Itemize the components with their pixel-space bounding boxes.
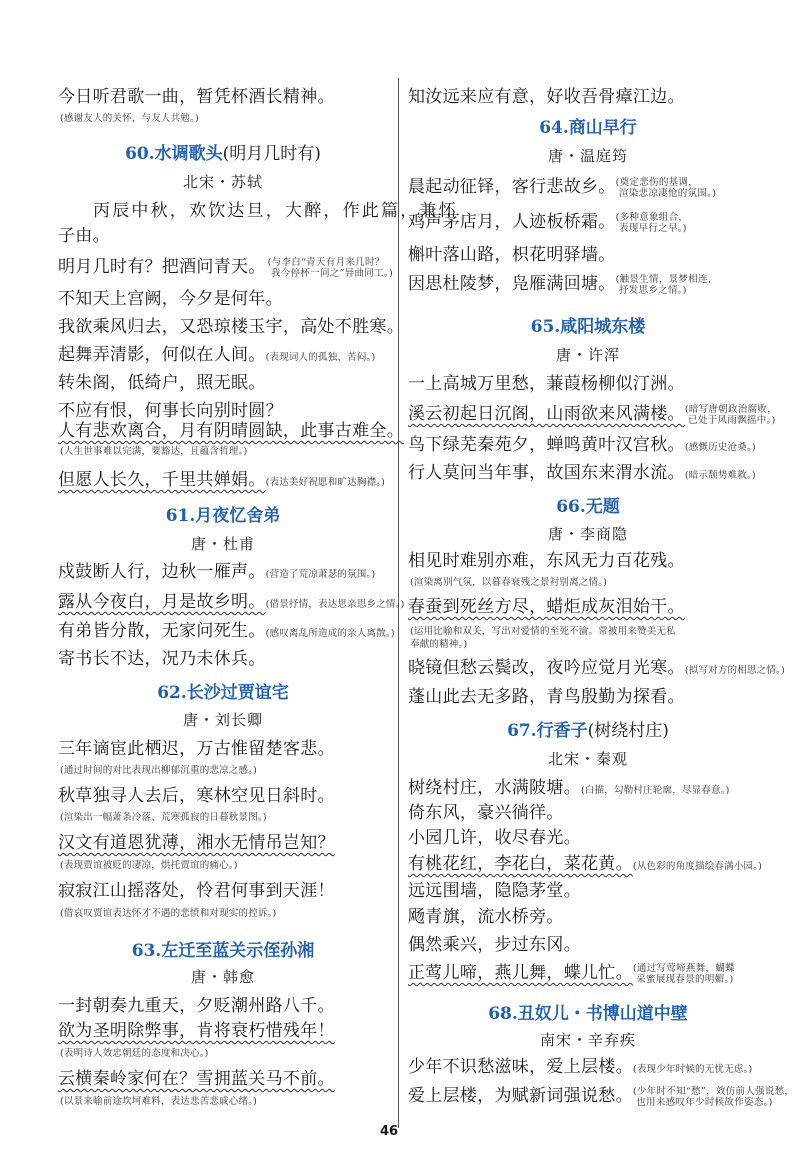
annotation: (表现贾谊被贬的凄凉，烘托贾谊的痛心。)	[60, 860, 238, 871]
poem-line: 但愿人长久，千里共婵娟。(表达美好祝愿和旷达胸襟。)	[58, 470, 386, 490]
title-text: 67.行香子	[507, 721, 588, 741]
poem-line: 转朱阁，低绮户，照无眠。	[58, 373, 266, 393]
poem-line: 飏青旗，流水桥旁。	[408, 907, 564, 927]
poem-line: 因思杜陵梦，凫雁满回塘。(触景生情，景梦相连， 抒发思乡之情。)	[408, 273, 718, 296]
poem-author: 唐・韩愈	[190, 968, 255, 986]
poem-line: 三年谪宦此栖迟，万古惟留楚客悲。	[58, 739, 335, 759]
page-number: 46	[379, 1124, 399, 1139]
poem-title-63: 63.左迁至蓝关示侄孙湘	[131, 941, 315, 961]
poem-line: 小园几许，收尽春光。	[408, 828, 581, 848]
annotation: (运用比喻和双关，写出对爱情的至死不渝。常被用来赞美无私	[410, 626, 676, 637]
poem-line-highlighted: 欲为圣明除弊事，肯将衰朽惜残年！	[58, 1021, 335, 1041]
poem-line: 露从今夜白，月是故乡明。(借景抒情，表达思亲思乡之情。)	[58, 592, 405, 612]
poem-line: 正莺儿啼，燕儿舞，蝶儿忙。(通过写莺啼燕舞，蝴蝶 采蜜展现春景的明媚。)	[408, 962, 735, 985]
poem-line: 树绕村庄，水满陂塘。(白描，勾勒村庄轮廓，尽显春意。)	[408, 778, 730, 798]
poem-author: 唐・许浑	[555, 346, 620, 364]
poem-line-highlighted: 汉文有道恩犹薄，湘水无情吊岂知？	[58, 833, 335, 853]
poem-line: 晓镜但愁云鬓改，夜吟应觉月光寒。(拟写对方的相思之情。)	[408, 658, 785, 678]
continued-line: 知汝远来应有意，好收吾骨瘴江边。	[408, 87, 685, 107]
poem-line: 少年不识愁滋味，爱上层楼。(表现少年时候的无忧无虑。)	[408, 1057, 753, 1077]
poem-line: 明月几时有？把酒问青天。 (与李白“青天有月来几时？ 我今停杯一问之”异曲同工。)	[58, 256, 393, 279]
poem-line: 有弟皆分散，无家问死生。(感叹离乱所造成的亲人离散。)	[58, 621, 395, 641]
poem-title-66: 66.无题	[556, 497, 620, 517]
annotation: (以景来喻前途坎坷难料，表达悲苦悲戚心绪。)	[60, 1096, 258, 1107]
annotation: 奉献的精神。)	[410, 639, 468, 650]
poem-author: 南宋・辛弃疾	[539, 1031, 636, 1049]
poem-line: 寂寂江山摇落处，怜君何事到天涯！	[58, 881, 335, 901]
poem-line: 起舞弄清影，何似在人间。(表现词人的孤独、苦闷。)	[58, 345, 376, 365]
title-text: 60.水调歌头	[125, 144, 223, 164]
poem-line-highlighted: 春蚕到死丝方尽，蜡炬成灰泪始干。	[408, 597, 685, 617]
poem-author: 唐・杜甫	[190, 535, 255, 553]
preface-line: 子由。	[58, 226, 110, 246]
poem-line: 鸡声茅店月，人迹板桥霜。(多种意象组合， 表现早行之早。)	[408, 211, 689, 234]
poem-line: 槲叶落山路，枳花明驿墙。	[408, 245, 616, 265]
poem-title-61: 61.月夜忆舍弟	[165, 506, 281, 526]
poem-title-65: 65.咸阳城东楼	[530, 317, 646, 337]
poem-author: 唐・刘长卿	[182, 711, 263, 729]
poem-line-highlighted: 云横秦岭家何在？雪拥蓝关马不前。	[58, 1069, 335, 1089]
poem-line: 不应有恨，何事长向别时圆？	[58, 401, 283, 421]
poem-line: 有桃花红，李花白，菜花黄。(从色彩的角度描绘春满小园。)	[408, 854, 763, 874]
annotation: (人生世事难以完满，要豁达，且蕴含哲理。)	[60, 446, 248, 457]
annotation: (通过时间的对比表现出柳郁沉重的悲凉之感。)	[60, 765, 258, 776]
poem-author: 唐・李商隐	[547, 525, 628, 543]
poem-title-60	[58, 143, 388, 165]
poem-author: 北宋・秦观	[547, 750, 628, 768]
annotation: (表明诗人效忠朝廷的态度和决心。)	[60, 1048, 209, 1059]
annotation: (渲染离别气氛，以暮春衰残之景衬别离之情。)	[410, 577, 608, 588]
poem-line: 远远围墙，隐隐茅堂。	[408, 881, 581, 901]
poem-line: 不知天上宫阙，今夕是何年。	[58, 289, 283, 309]
poem-author: 北宋・苏轼	[182, 173, 263, 191]
poem-line: 晨起动征铎，客行悲故乡。(奠定悲伤的基调， 渲染悲凉凄怆的氛围。)	[408, 176, 717, 199]
preface-line: 丙辰中秋，欢饮达旦，大醉，作此篇，兼怀	[93, 201, 458, 221]
poem-line: 秋草独寻人去后，寒林空见日斜时。	[58, 786, 335, 806]
poem-line: 溪云初起日沉阁，山雨欲来风满楼。(暗写唐朝政治腐败， 已处于风雨飘摇中。)	[408, 403, 778, 426]
poem-line: 我欲乘风归去，又恐琼楼玉宇，高处不胜寒。	[58, 317, 404, 337]
poem-title-62: 62.长沙过贾谊宅	[157, 683, 289, 703]
poem-line: 戍鼓断人行，边秋一雁声。(营造了荒凉萧瑟的氛围。)	[58, 562, 376, 582]
poem-line: 爱上层楼，为赋新词强说愁。(少年时不知“愁”，效仿前人强说愁， 也用来感叹年少时候故作姿态。)	[408, 1085, 794, 1108]
poem-line-highlighted: 人有悲欢离合，月有阴晴圆缺，此事古难全。	[58, 421, 404, 441]
poem-title-68: 68.丑奴儿・书博山道中壁	[488, 1004, 688, 1024]
poem-line: 寄书长不达，况乃未休兵。	[58, 649, 266, 669]
poem-line: 行人莫问当年事，故国东来渭水流。(暗示颓势难救。)	[408, 463, 756, 483]
poem-line: 蓬山此去无多路，青鸟殷勤为探看。	[408, 687, 685, 707]
annotation: (感谢友人的关怀，与友人共勉。)	[60, 113, 199, 124]
poem-title-64: 64.商山早行	[539, 118, 637, 138]
title-subtitle: (明月几时有)	[222, 144, 321, 164]
poem-line: 相见时难别亦难，东风无力百花残。	[408, 551, 685, 571]
annotation: (借哀叹贾谊表达怀才不遇的悲愤和对现实的控诉。)	[60, 908, 277, 919]
poem-line: 倚东风，豪兴徜徉。	[408, 803, 564, 823]
poem-author: 唐・温庭筠	[547, 147, 628, 165]
annotation: (渲染出一幅萧条冷落、荒寒孤寂的日暮秋景图。)	[60, 812, 267, 823]
continued-line: 今日听君歌一曲，暂凭杯酒长精神。	[58, 87, 335, 107]
title-subtitle: (树绕村庄)	[587, 721, 669, 741]
poem-line: 一上高城万里愁，蒹葭杨柳似汀洲。	[408, 374, 685, 394]
poem-line: 鸟下绿芜秦苑夕，蝉鸣黄叶汉宫秋。(感慨历史沧桑。)	[408, 435, 756, 455]
poem-line: 偶然乘兴，步过东冈。	[408, 935, 581, 955]
poem-line: 一封朝奏九重天，夕贬潮州路八千。	[58, 996, 335, 1016]
poem-title-67	[408, 720, 768, 742]
